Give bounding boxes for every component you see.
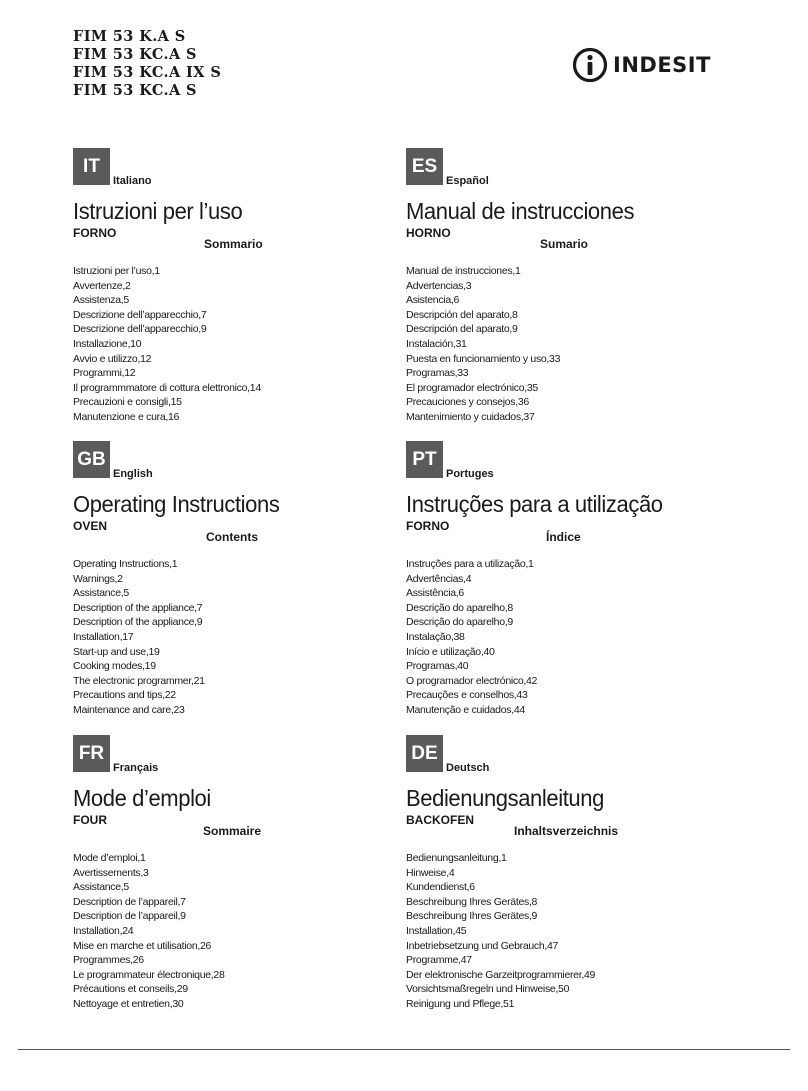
toc-item: Precauções e conselhos,43 — [406, 689, 528, 702]
table-of-contents — [73, 557, 205, 718]
toc-item: Manutenção e cuidados,44 — [406, 703, 525, 716]
toc-item: Beschreibung Ihres Gerätes,9 — [406, 910, 538, 923]
toc-item: Kundendienst,6 — [406, 881, 475, 894]
toc-item: Description of the appliance,9 — [73, 616, 203, 629]
language-name: Portuges — [446, 468, 494, 480]
toc-item: Manual de instrucciones,1 — [406, 265, 521, 277]
toc-item: Descripción del aparato,8 — [406, 308, 518, 321]
toc-item: Início e utilização,40 — [406, 645, 495, 658]
table-of-contents — [406, 264, 560, 425]
toc-item: Instalación,31 — [406, 337, 467, 350]
section-title: Istruzioni per l’uso — [73, 198, 243, 225]
toc-item: El programador electrónico,35 — [406, 381, 538, 394]
language-name: Deutsch — [446, 762, 490, 774]
toc-item: Cooking modes,19 — [73, 660, 156, 673]
toc-item: Assistenza,5 — [73, 294, 129, 307]
language-name: Français — [113, 762, 159, 774]
toc-item: Installation,45 — [406, 924, 467, 937]
toc-item: Le programmateur électronique,28 — [73, 968, 225, 981]
toc-item: Reinigung und Pflege,51 — [406, 997, 515, 1010]
toc-item: Warnings,2 — [73, 572, 123, 585]
toc-item: Vorsichtsmaßregeln und Hinweise,50 — [406, 983, 570, 996]
toc-item: Precauciones y consejos,36 — [406, 396, 529, 409]
product-name: FORNO — [73, 226, 117, 240]
toc-heading: Sommaire — [203, 824, 262, 838]
model-name: FIM 53 KC.A IX S — [73, 64, 222, 81]
toc-item: Programmes,26 — [73, 954, 144, 967]
toc-item: Programme,47 — [406, 954, 472, 967]
toc-item: Installation,24 — [73, 924, 134, 937]
toc-item: Programas,40 — [406, 660, 469, 673]
toc-item: Mode d’emploi,1 — [73, 852, 146, 864]
toc-heading: Índice — [546, 530, 581, 544]
toc-item: Descrizione dell’apparecchio,7 — [73, 308, 207, 321]
toc-item: Nettoyage et entretien,30 — [73, 997, 184, 1010]
toc-heading: Sommario — [204, 237, 263, 251]
toc-item: Avvertenze,2 — [73, 279, 131, 292]
toc-item: Bedienungsanleitung,1 — [406, 852, 507, 864]
toc-item: Assistance,5 — [73, 587, 129, 600]
brand-name: INDESIT — [613, 53, 711, 77]
toc-heading: Inhaltsverzeichnis — [514, 824, 619, 838]
toc-item: Programmi,12 — [73, 367, 136, 380]
toc-item: Descrição do aparelho,9 — [406, 616, 513, 629]
toc-item: Maintenance and care,23 — [73, 703, 185, 716]
toc-item: Start-up and use,19 — [73, 645, 160, 658]
section-title: Manual de instrucciones — [406, 198, 635, 225]
footer-divider — [18, 1049, 790, 1050]
toc-item: Hinweise,4 — [406, 866, 455, 879]
toc-item: Advertências,4 — [406, 572, 472, 585]
toc-item: Asistencia,6 — [406, 294, 460, 307]
table-of-contents — [73, 851, 225, 1012]
toc-item: O programador electrónico,42 — [406, 674, 538, 687]
toc-heading: Contents — [206, 530, 258, 544]
section-title: Bedienungsanleitung — [406, 785, 604, 812]
toc-item: Assistência,6 — [406, 587, 464, 600]
toc-item: Der elektronische Garzeitprogrammierer,49 — [406, 968, 596, 981]
language-name: English — [113, 468, 153, 480]
toc-item: Instalação,38 — [406, 630, 465, 643]
toc-item: Installazione,10 — [73, 337, 142, 350]
language-code-badge: GB — [73, 441, 110, 478]
toc-item: Précautions et conseils,29 — [73, 983, 188, 996]
toc-item: Installation,17 — [73, 630, 134, 643]
toc-item: Il programmmatore di cottura elettronico,14 — [73, 381, 261, 394]
toc-item: Mise en marche et utilisation,26 — [73, 939, 212, 952]
toc-item: Assistance,5 — [73, 881, 129, 894]
toc-item: Avertissements,3 — [73, 866, 149, 879]
toc-item: Precauzioni e consigli,15 — [73, 396, 182, 409]
toc-item: Manutenzione e cura,16 — [73, 410, 180, 423]
product-name: BACKOFEN — [406, 813, 474, 827]
language-name: Italiano — [113, 175, 152, 187]
product-name: HORNO — [406, 226, 451, 240]
toc-item: Puesta en funcionamiento y uso,33 — [406, 352, 561, 365]
model-list — [73, 28, 221, 100]
toc-item: Mantenimiento y cuidados,37 — [406, 410, 535, 423]
product-name: OVEN — [73, 519, 108, 533]
table-of-contents — [406, 557, 537, 718]
language-code-badge: ES — [406, 148, 443, 185]
language-code-badge: DE — [406, 735, 443, 772]
toc-item: Istruzioni per l’uso,1 — [73, 265, 160, 277]
toc-item: Description of the appliance,7 — [73, 601, 203, 614]
toc-item: Inbetriebsetzung und Gebrauch,47 — [406, 939, 559, 952]
section-title: Mode d’emploi — [73, 785, 211, 812]
toc-item: Description de l’appareil,7 — [73, 895, 186, 908]
toc-item: Precautions and tips,22 — [73, 689, 176, 702]
toc-item: Avvio e utilizzo,12 — [73, 352, 152, 365]
product-name: FOUR — [73, 813, 107, 827]
indesit-logo-icon — [572, 47, 608, 83]
language-code-badge: IT — [73, 148, 110, 185]
table-of-contents — [73, 264, 261, 425]
model-name: FIM 53 KC.A S — [73, 46, 197, 63]
model-name: FIM 53 KC.A S — [73, 82, 197, 99]
product-name: FORNO — [406, 519, 450, 533]
toc-item: Description de l’appareil,9 — [73, 910, 186, 923]
toc-item: Advertencias,3 — [406, 279, 472, 292]
toc-item: Descrição do aparelho,8 — [406, 601, 513, 614]
toc-item: Descripción del aparato,9 — [406, 323, 518, 336]
toc-item: Instruções para a utilização,1 — [406, 558, 534, 570]
section-title: Instruções para a utilização — [406, 491, 663, 518]
toc-item: Programas,33 — [406, 367, 469, 380]
language-code-badge: PT — [406, 441, 443, 478]
brand-logo — [572, 47, 711, 83]
toc-item: Descrizione dell’apparecchio,9 — [73, 323, 207, 336]
toc-heading: Sumario — [540, 237, 589, 251]
language-name: Español — [446, 175, 489, 187]
toc-item: Operating Instructions,1 — [73, 558, 178, 570]
model-name: FIM 53 K.A S — [73, 28, 186, 45]
language-code-badge: FR — [73, 735, 110, 772]
section-title: Operating Instructions — [73, 491, 280, 518]
toc-item: Beschreibung Ihres Gerätes,8 — [406, 895, 538, 908]
toc-item: The electronic programmer,21 — [73, 674, 205, 687]
table-of-contents — [406, 851, 595, 1012]
